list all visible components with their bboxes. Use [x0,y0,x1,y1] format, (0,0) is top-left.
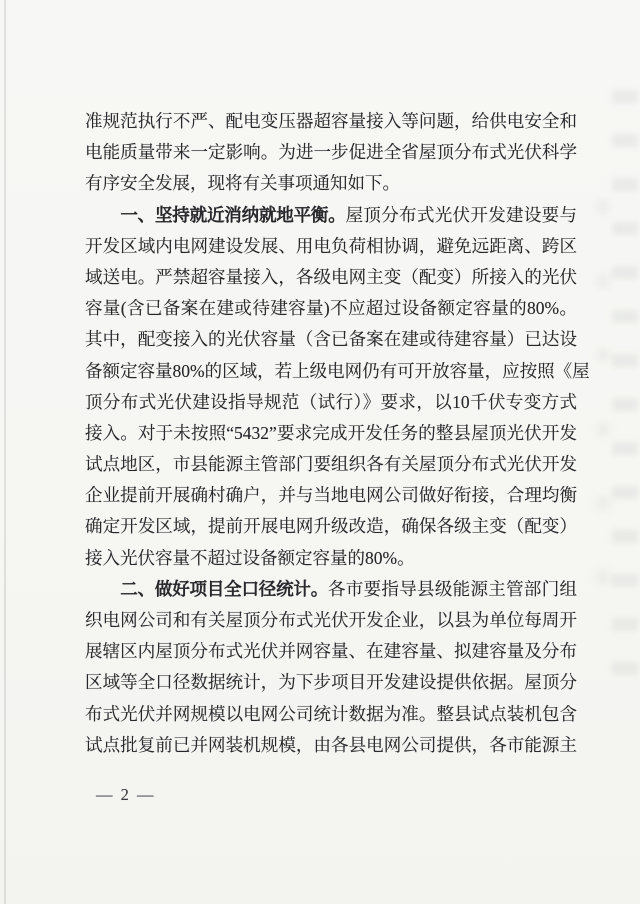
line-text: 企业提前开展确村确户，并与当地电网公司做好衔接，合理均衡 [85,485,577,506]
line-text: 区域等全口径数据统计，为下步项目开发建设提供依据。屋顶分 [85,672,577,693]
text-line [85,168,577,199]
line-text: 备额定容量80%的区域，若上级电网仍有可开放容量，应按照《屋 [85,360,590,381]
line-text: 电能质量带来一定影响。为进一步促进全省屋顶分布式光伏科学 [85,142,577,163]
line-text: 域送电。严禁超容量接入，各级电网主变（配变）所接入的光伏 [85,266,577,287]
text-line [85,730,577,761]
line-text: 试点批复前已并网装机规模，由各县电网公司提供，各市能源主 [85,734,577,755]
ink-bleed-through-marks [596,140,610,620]
scan-edge-artifact [4,0,6,904]
line-text: 接入。对于未按照“5432”要求完成开发任务的整县屋顶光伏开发 [85,422,577,443]
line-text: 接入光伏容量不超过设备额定容量的80%。 [85,547,415,568]
line-text: 织电网公司和有关屋顶分布式光伏开发企业，以县为单位每周开 [85,610,577,630]
text-line [85,137,577,168]
line-text: 有序安全发展，现将有关事项通知如下。 [85,173,400,194]
text-line [85,418,577,449]
text-line [85,231,577,262]
text-line [85,511,577,542]
page-number: — 2 — [96,785,156,804]
line-text: 顶分布式光伏建设指导规范（试行）》要求，以10千伏专变方式 [85,391,577,412]
text-line [85,324,577,355]
line-text: 确定开发区域，提前开展电网升级改造，确保各级主变（配变） [85,516,577,537]
text-line [85,636,577,667]
text-line [85,356,590,387]
line-text: 容量(含已备案在建或待建容量)不应超过设备额定容量的80%。 [85,298,577,319]
text-line [85,387,577,418]
section-heading: 一、坚持就近消纳就地平衡。 [120,204,346,225]
line-text: 展辖区内屋顶分布式光伏并网容量、在建容量、拟建容量及分布 [85,641,577,662]
line-text: 试点地区，市县能源主管部门要组织各有关屋顶分布式光伏开发 [85,454,577,475]
text-line [85,262,577,293]
section-heading: 二、做好项目全口径统计。 [120,578,328,599]
line-text: 各市要指导县级能源主管部门组 [328,578,577,599]
text-line [85,699,577,730]
text-line [85,543,577,574]
body-text [85,106,590,761]
text-line [85,574,577,605]
text-line [85,106,577,137]
line-text: 其中，配变接入的光伏容量（含已备案在建或待建容量）已达设 [85,329,577,350]
text-line [85,480,577,511]
text-line [85,449,577,480]
line-text: 布式光伏并网规模以电网公司统计数据为准。整县试点装机包含 [85,703,577,724]
text-line [85,667,577,698]
ink-bleed-through-marks [612,90,638,690]
text-line [85,200,577,231]
line-text: 屋顶分布式光伏开发建设要与 [345,204,578,225]
line-text: 准规范执行不严、配电变压器超容量接入等问题，给供电安全和 [85,111,577,131]
line-text: 开发区域内电网建设发展、用电负荷相协调，避免远距离、跨区 [85,235,577,256]
text-line [85,293,577,324]
text-line [85,605,577,636]
